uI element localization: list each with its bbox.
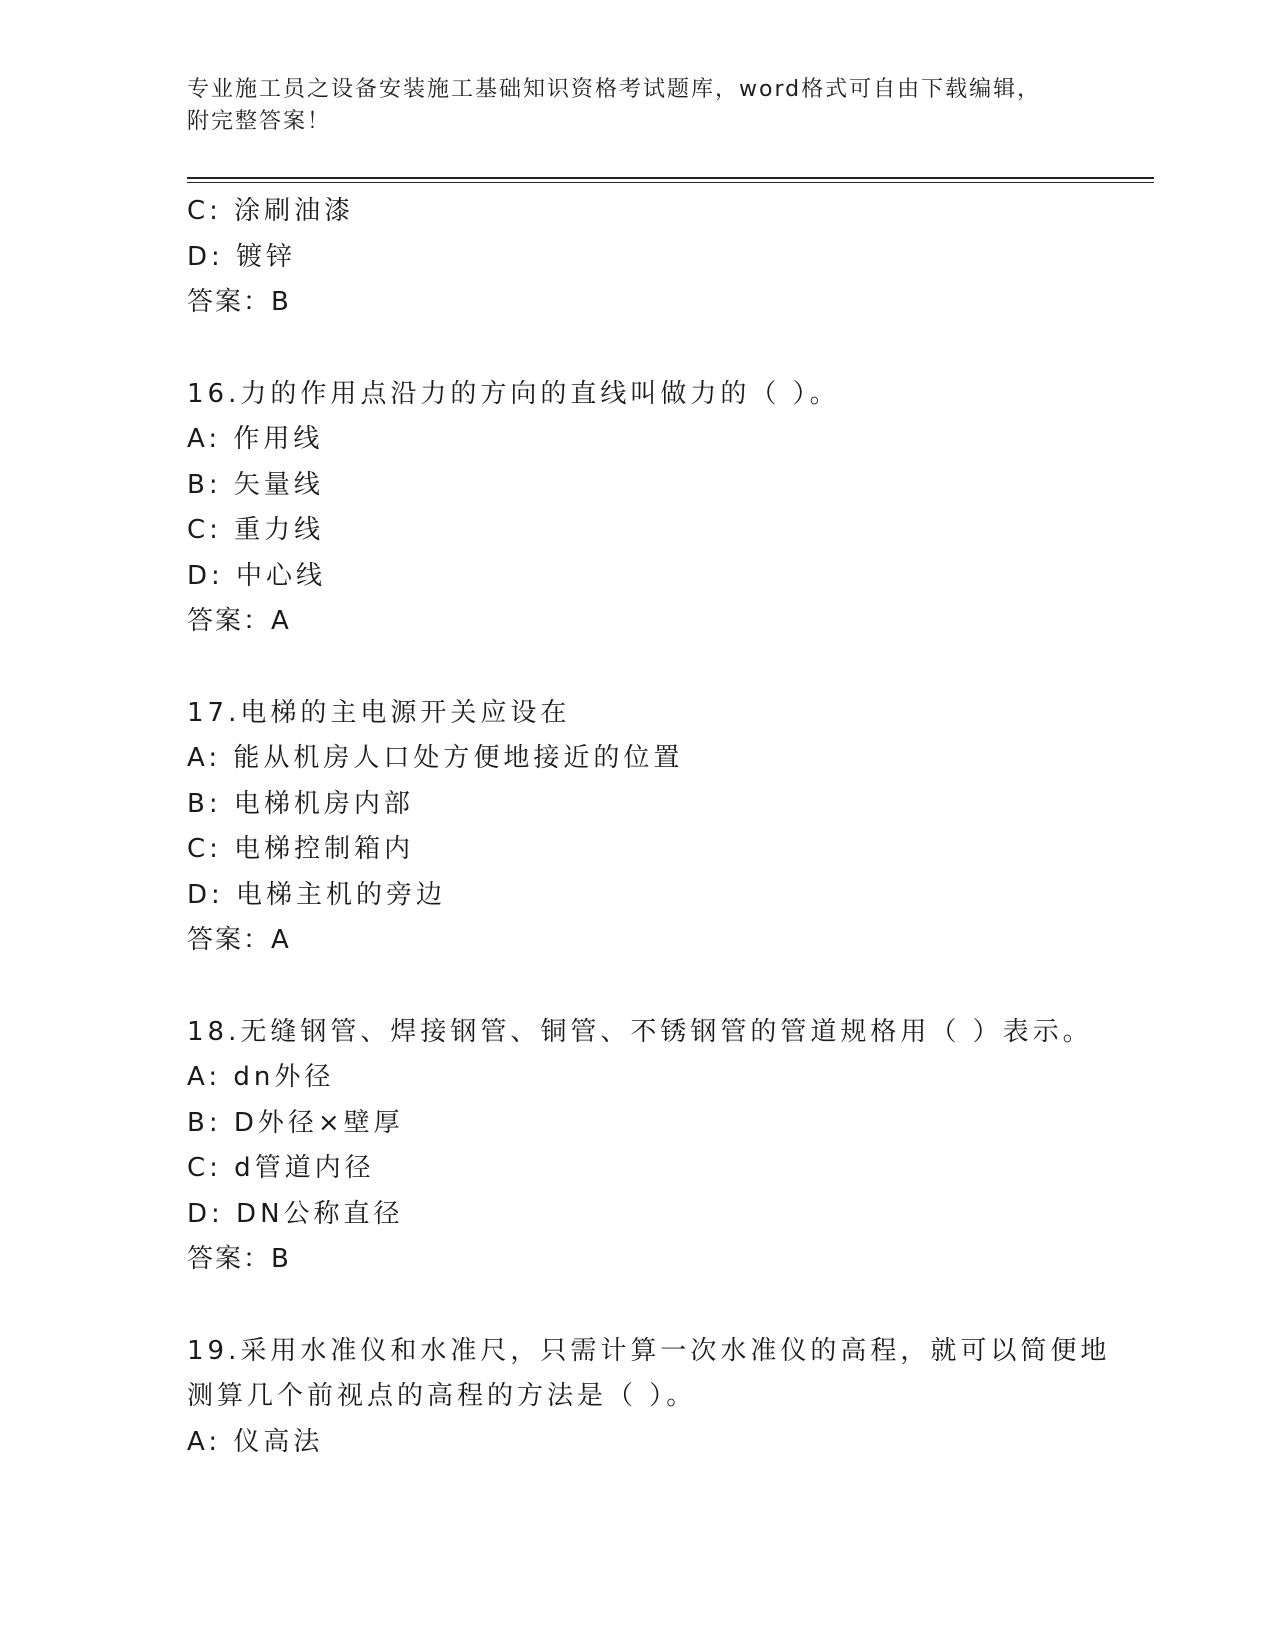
- option-c: C: 电梯控制箱内: [187, 834, 415, 864]
- answer: 答案：B: [187, 1244, 291, 1274]
- option-d: D: DN公称直径: [187, 1198, 404, 1229]
- option-a: A: dn外径: [187, 1062, 335, 1092]
- header-rule-thin: [187, 182, 1154, 183]
- option-a: A: 仪高法: [187, 1426, 324, 1457]
- option-d: D: 中心线: [187, 560, 327, 591]
- header-line-1: 专业施工员之设备安装施工基础知识资格考试题库，word格式可自由下载编辑，: [187, 77, 1042, 102]
- option-a: A: 作用线: [187, 424, 324, 454]
- option-b: B: D外径×壁厚: [187, 1107, 404, 1138]
- question-stem: 16.力的作用点沿力的方向的直线叫做力的（ ）。: [187, 378, 840, 409]
- option-d: D: 镀锌: [187, 241, 297, 272]
- option-d: D: 电梯主机的旁边: [187, 879, 447, 910]
- header-line-2: 附完整答案！: [187, 109, 332, 134]
- question-stem-line-2: 测算几个前视点的高程的方法是（ ）。: [187, 1381, 697, 1411]
- answer: 答案：A: [187, 925, 291, 955]
- question-stem: 18.无缝钢管、焊接钢管、铜管、不锈钢管的管道规格用（ ）表示。: [187, 1016, 1093, 1047]
- answer: 答案：B: [187, 287, 291, 317]
- answer: 答案：A: [187, 606, 291, 636]
- option-c: C: d管道内径: [187, 1153, 375, 1183]
- document-header: [187, 74, 1087, 138]
- question-list: [187, 189, 1111, 1465]
- option-c: C: 涂刷油漆: [187, 196, 355, 226]
- question-stem-line-1: 19.采用水准仪和水准尺，只需计算一次水准仪的高程，就可以简便地: [187, 1335, 1111, 1366]
- header-rule-thick: [187, 177, 1154, 179]
- option-c: C: 重力线: [187, 515, 325, 545]
- option-a: A: 能从机房人口处方便地接近的位置: [187, 743, 684, 773]
- question-stem: 17.电梯的主电源开关应设在: [187, 697, 571, 728]
- option-b: B: 矢量线: [187, 469, 324, 500]
- option-b: B: 电梯机房内部: [187, 788, 414, 819]
